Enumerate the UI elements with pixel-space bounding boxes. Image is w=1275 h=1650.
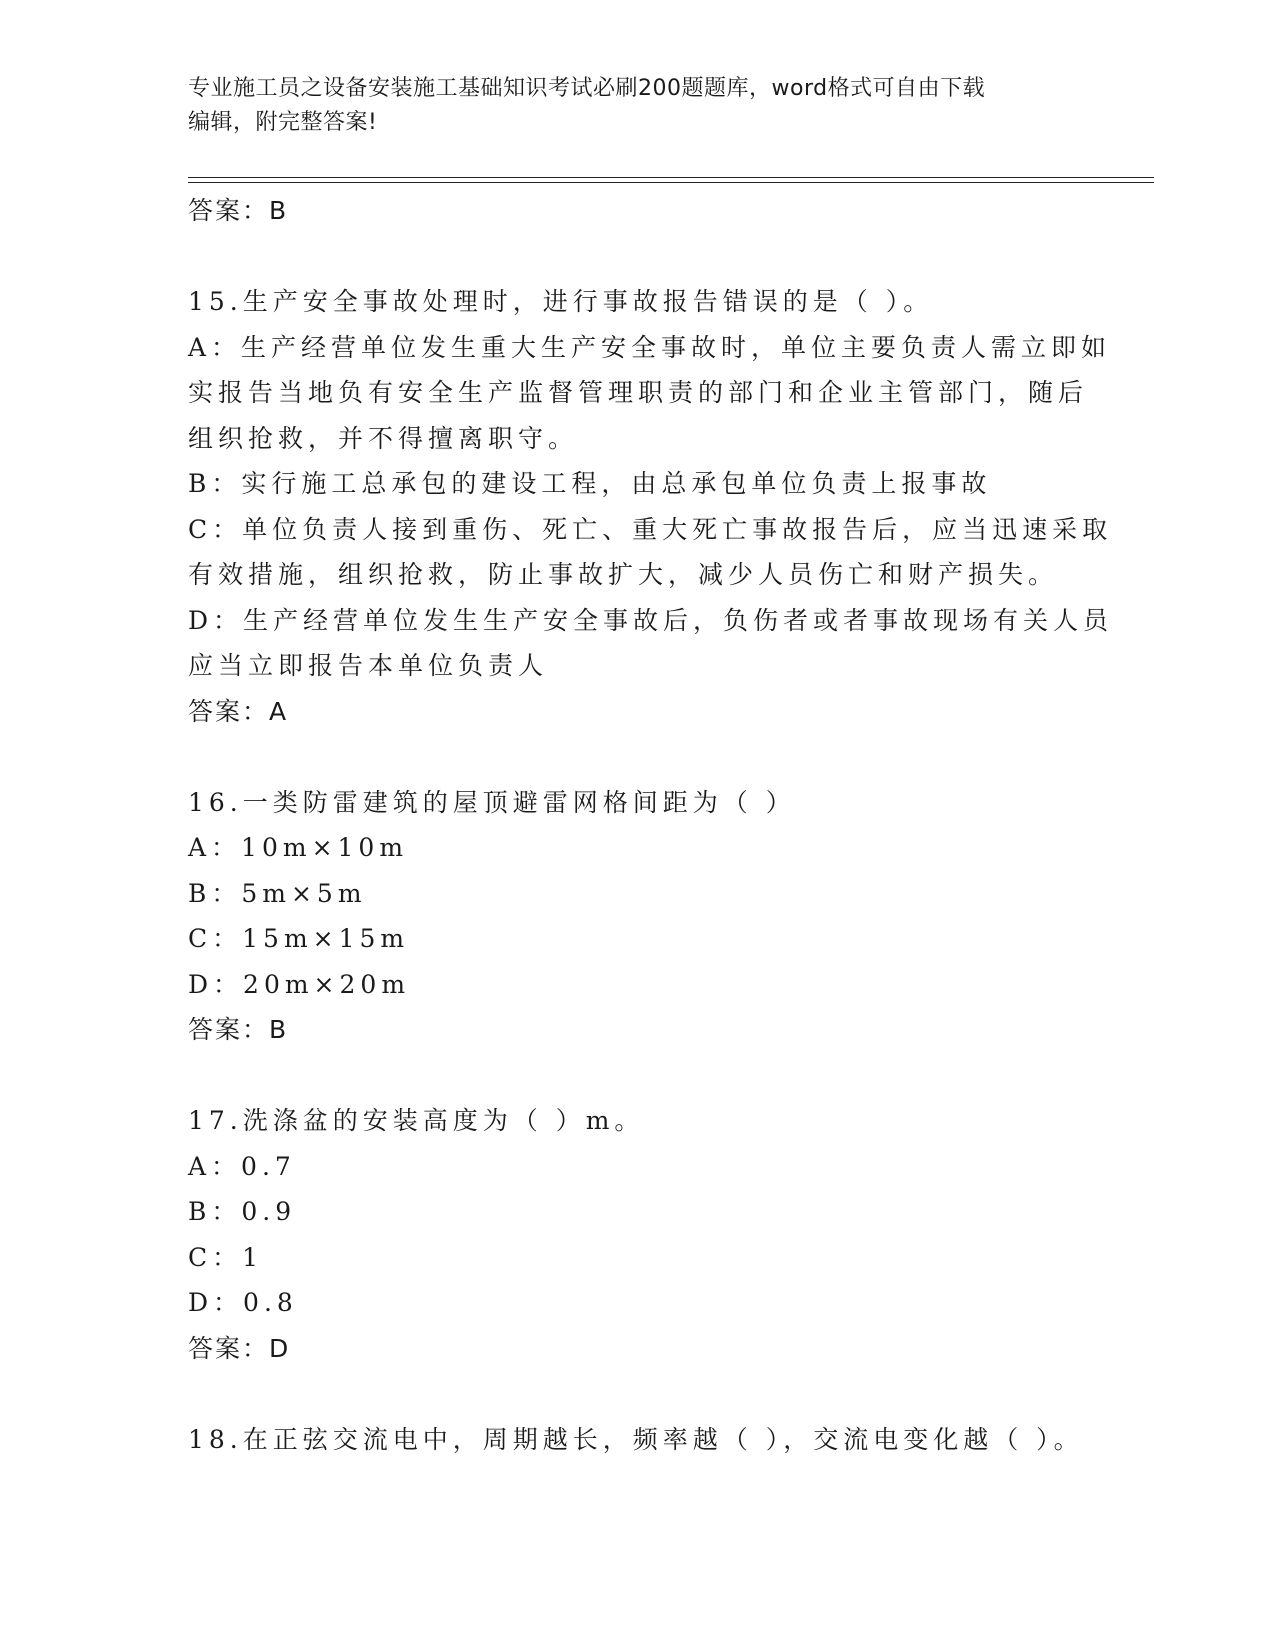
question-15-option-d: D：生产经营单位发生生产安全事故后，负伤者或者事故现场有关人员 [188, 605, 1114, 635]
question-16-option-b: B：5m×5m [188, 878, 367, 908]
header-divider-double [188, 182, 1154, 183]
question-17 [188, 1098, 1088, 1371]
question-15-option-a-cont: 实报告当地负有安全生产监督管理职责的部门和企业主管部门，随后 [188, 378, 1089, 407]
spacer [188, 1053, 1088, 1099]
question-15-option-c-cont: 有效措施，组织抢救，防止事故扩大，减少人员伤亡和财产损失。 [188, 560, 1059, 589]
question-16-option-a: A：10m×10m [188, 833, 409, 862]
spacer [188, 234, 1088, 280]
header-divider [188, 177, 1154, 178]
question-15-option-c: C：单位负责人接到重伤、死亡、重大死亡事故报告后，应当迅速采取 [188, 514, 1113, 544]
header-title-line-1: 专业施工员之设备安装施工基础知识考试必刷200题题库，word格式可自由下载 [188, 76, 986, 101]
question-18-text: 18.在正弦交流电中，周期越长，频率越（ ），交流电变化越（ ）。 [188, 1424, 1084, 1454]
question-15-option-a: A：生产经营单位发生重大生产安全事故时，单位主要负责人需立即如 [188, 332, 1112, 362]
question-17-option-a: A：0.7 [188, 1151, 296, 1181]
question-18 [188, 1417, 1088, 1463]
header-title-line-2: 编辑，附完整答案! [188, 110, 378, 135]
spacer [188, 1371, 1088, 1417]
question-15 [188, 279, 1114, 734]
page-header [188, 72, 1068, 140]
answer-previous: 答案：B [188, 196, 289, 225]
document-body [188, 188, 1114, 1462]
question-16-option-d: D：20m×20m [188, 969, 411, 999]
question-15-text: 15.生产安全事故处理时，进行事故报告错误的是（ ）。 [188, 287, 934, 316]
question-16-text: 16.一类防雷建筑的屋顶避雷网格间距为（ ） [188, 787, 796, 817]
question-15-option-b: B：实行施工总承包的建设工程，由总承包单位负责上报事故 [188, 469, 992, 498]
question-16-answer: 答案：B [188, 1015, 289, 1044]
question-15-answer: 答案：A [188, 696, 289, 726]
question-16-option-c: C：15m×15m [188, 924, 410, 953]
spacer [188, 734, 1088, 780]
question-16 [188, 780, 1088, 1053]
question-17-text: 17.洗涤盆的安装高度为（ ）m。 [188, 1106, 645, 1135]
question-15-option-a-cont: 组织抢救，并不得擅离职守。 [188, 423, 579, 453]
question-15-option-d-cont: 应当立即报告本单位负责人 [188, 651, 549, 680]
question-17-option-b: B：0.9 [188, 1197, 297, 1226]
question-17-answer: 答案：D [188, 1333, 291, 1363]
question-17-option-c: C：1 [188, 1242, 264, 1272]
question-17-option-d: D：0.8 [188, 1288, 298, 1317]
